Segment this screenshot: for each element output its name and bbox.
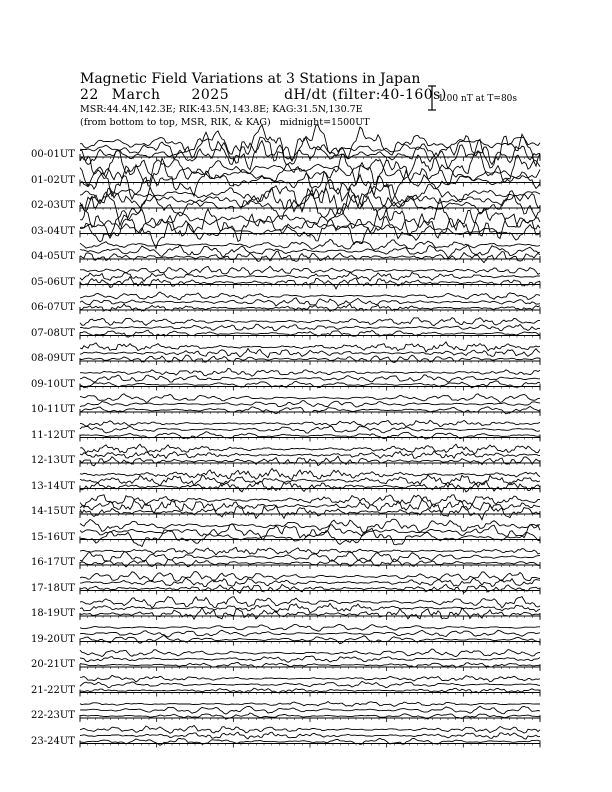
row-label: 20-21UT: [31, 659, 75, 670]
trace-rik: [80, 298, 540, 306]
hour-row: [80, 444, 540, 467]
trace-rik: [80, 524, 540, 540]
trace-msr: [80, 444, 540, 453]
trace-msr: [80, 649, 540, 657]
trace-msr: [80, 266, 540, 274]
trace-msr: [80, 318, 540, 326]
trace-rik: [80, 324, 540, 331]
hour-row: [80, 239, 540, 263]
hour-row: [80, 649, 540, 671]
hour-row: [80, 702, 540, 723]
row-label: 22-23UT: [31, 710, 75, 721]
hour-row: [80, 368, 540, 390]
hour-row: [80, 468, 540, 492]
scale-bar: [428, 86, 436, 110]
row-label: 13-14UT: [31, 480, 75, 492]
hour-row: [80, 597, 540, 621]
row-label: 07-08UT: [31, 327, 75, 339]
trace-msr: [80, 702, 540, 707]
row-label: 12-13UT: [31, 455, 75, 466]
trace-msr: [80, 125, 540, 161]
hour-row: [80, 318, 540, 340]
station-coordinates: MSR:44.4N,142.3E; RIK:43.5N,143.8E; KAG:31.5N,130.7E: [80, 104, 363, 115]
trace-msr: [80, 726, 540, 734]
row-label: 03-04UT: [31, 225, 75, 237]
hour-row: [80, 292, 540, 314]
trace-order-note: (from bottom to top, MSR, RIK, & KAG): [80, 117, 271, 128]
row-label: 16-17UT: [31, 557, 75, 568]
trace-rik: [80, 375, 540, 382]
row-label: 08-09UT: [31, 353, 75, 364]
trace-msr: [80, 675, 540, 682]
trace-msr: [80, 597, 540, 608]
row-label: 06-07UT: [31, 302, 75, 313]
trace-rik: [80, 401, 540, 407]
trace-msr: [80, 150, 540, 185]
trace-rik: [80, 475, 540, 487]
trace-rik: [80, 656, 540, 662]
midnight-note: midnight=1500UT: [279, 117, 370, 128]
date-month: March: [111, 87, 161, 103]
trace-msr: [80, 572, 540, 582]
trace-rik: [80, 630, 540, 637]
row-label: 21-22UT: [31, 684, 75, 696]
trace-msr: [80, 624, 540, 631]
trace-kag: [80, 139, 540, 169]
hour-row: [80, 266, 540, 289]
chart-title: Magnetic Field Variations at 3 Stations in Japan: [80, 71, 421, 87]
trace-rik: [80, 681, 540, 687]
scale-bar-label: 1.00 nT at T=80s: [438, 94, 518, 104]
row-label: 17-18UT: [31, 582, 75, 594]
row-label: 15-16UT: [31, 531, 75, 543]
hour-row: [80, 572, 540, 595]
row-label: 14-15UT: [31, 506, 75, 517]
trace-msr: [80, 239, 540, 250]
trace-rik: [80, 451, 540, 458]
row-label: 04-05UT: [31, 251, 75, 262]
trace-rik: [80, 551, 540, 562]
trace-msr: [80, 547, 540, 555]
row-label: 00-01UT: [31, 149, 75, 160]
hour-row: [80, 394, 540, 416]
trace-rik: [80, 706, 540, 714]
trace-rik: [80, 426, 540, 433]
row-label: 01-02UT: [31, 174, 75, 186]
trace-rik: [80, 732, 540, 739]
hour-row: [80, 675, 540, 696]
hour-row: [80, 199, 540, 249]
trace-rik: [80, 272, 540, 281]
trace-rik: [80, 349, 540, 358]
hour-row: [80, 726, 540, 748]
trace-kag: [80, 528, 540, 546]
filter-label: (filter:40-160s): [332, 87, 447, 103]
hour-row: [80, 495, 540, 520]
row-label: 11-12UT: [31, 429, 75, 441]
hour-row: [80, 342, 540, 365]
hour-row: [80, 547, 540, 569]
trace-msr: [80, 394, 540, 403]
row-label: 02-03UT: [31, 200, 75, 211]
trace-msr: [80, 368, 540, 376]
hour-row: [80, 624, 540, 645]
row-label: 18-19UT: [31, 608, 75, 619]
trace-msr: [80, 468, 540, 479]
trace-msr: [80, 420, 540, 427]
row-label: 10-11UT: [31, 404, 75, 415]
trace-msr: [80, 292, 540, 300]
row-label: 23-24UT: [31, 735, 75, 747]
row-label: 09-10UT: [31, 378, 75, 390]
row-label: 05-06UT: [31, 276, 75, 288]
hour-row: [80, 519, 540, 546]
date-year: 2025: [191, 87, 230, 103]
row-label: 19-20UT: [31, 633, 75, 645]
hour-row: [80, 420, 540, 441]
quantity-label: dH/dt: [284, 87, 328, 103]
date-day: 22: [80, 87, 99, 103]
